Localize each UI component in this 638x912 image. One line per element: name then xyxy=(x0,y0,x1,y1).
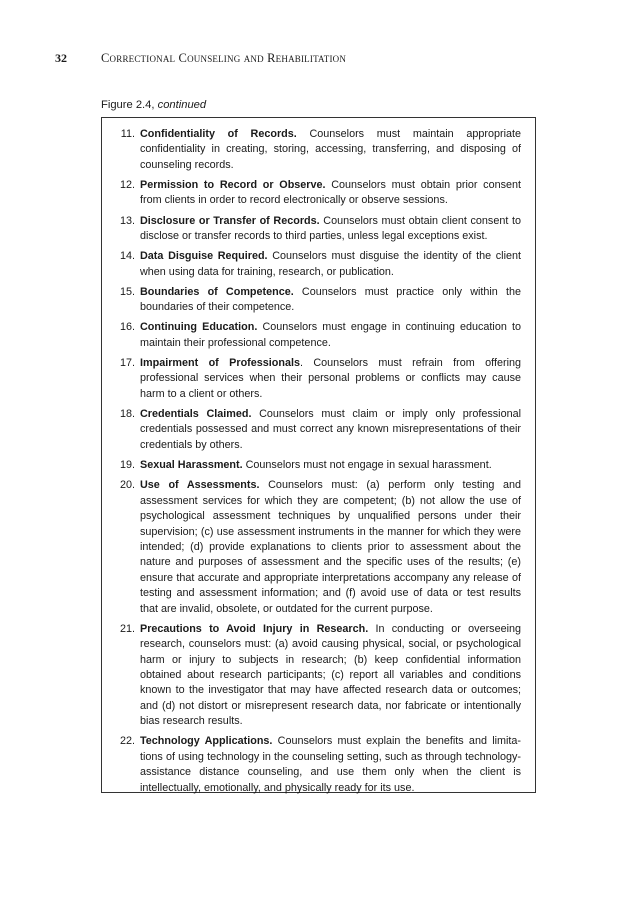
item-text: Counselors must: (a) perform only testing and assessment services for which they are competent; (b) not allow the use of psychological assessment techniques by unqualified persons under their supervision; (c) use assessment instruments in the manner for which they were intended; (d) provide explanations to clients prior to assessment about the nature and purposes of assessment and the specific uses of the results; (e) ensure that accurate and appropriate interpretations accompany any release of testing and assessment information; and (f) avoid use of data or test results that are invalid, obsolete, or outdated for the current purpose. xyxy=(140,479,521,615)
item-number: 12. xyxy=(119,179,135,192)
item-term: Use of Assessments. xyxy=(140,479,260,492)
item-term: Permission to Record or Observe. xyxy=(140,179,326,192)
list-item xyxy=(116,734,521,796)
item-term: Precautions to Avoid Injury in Research. xyxy=(140,622,369,635)
item-number: 16. xyxy=(119,321,135,334)
list-item xyxy=(116,127,521,173)
item-text: Counselors must obtain client consent to disclose or transfer records to third parties, unless legal exceptions exist. xyxy=(140,214,521,243)
list-item xyxy=(116,214,521,245)
item-body xyxy=(140,127,521,173)
item-text: In conducting or overseeing research, counselors must: (a) avoid causing physical, social, or psychological harm or injury to subjects in research; (b) keep confidential information obtained about research participants; (c) report all variables and conditions known to the investigator that may have affected research data or outcomes; and (d) not distort or misrepresent research data, nor fabricate or intentionally bias research results. xyxy=(140,622,521,728)
list-item xyxy=(116,407,521,453)
item-body xyxy=(140,356,521,402)
item-term: Impairment of Professionals xyxy=(140,357,300,370)
item-body xyxy=(140,249,521,280)
item-number: 15. xyxy=(119,285,135,298)
item-text: Counselors must disguise the identity of the client when using data for training, research, or publication. xyxy=(140,250,521,278)
item-body xyxy=(140,407,521,453)
item-number: 11. xyxy=(120,128,135,140)
item-term: Data Disguise Required. xyxy=(140,250,268,263)
item-number: 13. xyxy=(119,214,135,227)
item-term: Sexual Harassment. xyxy=(140,459,243,472)
item-term: Disclosure or Transfer of Records. xyxy=(140,214,320,227)
item-number: 14. xyxy=(119,250,135,263)
item-body xyxy=(140,458,521,473)
item-term: Credentials Claimed. xyxy=(140,408,252,421)
figure-item-list xyxy=(116,127,521,796)
list-item xyxy=(116,458,521,473)
list-item xyxy=(116,622,521,730)
item-number: 17. xyxy=(119,357,135,370)
item-text: Counselors must engage in continuing education to maintain their professional competence. xyxy=(140,321,521,349)
list-item xyxy=(116,356,521,402)
figure-box xyxy=(101,117,536,793)
item-text: Counselors must not engage in sexual harassment. xyxy=(242,459,492,472)
item-body xyxy=(140,320,521,351)
running-head xyxy=(55,51,598,65)
list-item xyxy=(116,249,521,280)
list-item xyxy=(116,285,521,316)
item-text: Counselors must practice only within the boundaries of their competence. xyxy=(140,285,521,314)
item-number: 22. xyxy=(119,735,135,748)
item-text: Counselors must explain the benefits and limitations of using technology in the counseling setting, such as through technology-assistance distance counseling, and use them only when the client is intellectually, emotionally, and physically ready for its use. xyxy=(140,735,521,794)
list-item xyxy=(116,178,521,209)
item-number: 19. xyxy=(119,459,135,472)
item-body xyxy=(140,178,521,209)
item-body xyxy=(140,285,521,316)
item-text: Counselors must maintain appropriate confidentiality in creating, storing, accessing, transferring, and disposing of counseling records. xyxy=(140,128,521,171)
figure-caption-label: Figure 2.4, xyxy=(101,99,155,111)
running-title: Correctional Counseling and Rehabilitation xyxy=(101,51,347,65)
figure-caption xyxy=(101,98,206,112)
list-item xyxy=(116,478,521,617)
page-number: 32 xyxy=(55,51,67,65)
item-body xyxy=(140,478,521,617)
item-term: Boundaries of Competence. xyxy=(140,285,294,298)
item-term: Technology Applications. xyxy=(140,735,273,748)
item-body xyxy=(140,214,521,245)
item-text: Counselors must obtain prior consent from clients in order to record electronically or observe sessions. xyxy=(140,179,521,207)
figure-caption-note: continued xyxy=(157,99,207,111)
item-number: 18. xyxy=(119,408,135,421)
item-number: 20. xyxy=(119,479,135,492)
list-item xyxy=(116,320,521,351)
item-term: Confidentiality of Records. xyxy=(140,128,297,140)
item-term: Continuing Education. xyxy=(140,321,258,334)
item-number: 21. xyxy=(119,622,135,635)
item-body xyxy=(140,734,521,796)
item-body xyxy=(140,622,521,730)
item-text: . Counselors must refrain from offering professional services when their personal problems or conflicts may cause harm to a client or others. xyxy=(140,357,521,400)
item-text: Counselors must claim or imply only professional credentials possessed and must correct any known misrepresentations of their credentials by others. xyxy=(140,408,521,451)
